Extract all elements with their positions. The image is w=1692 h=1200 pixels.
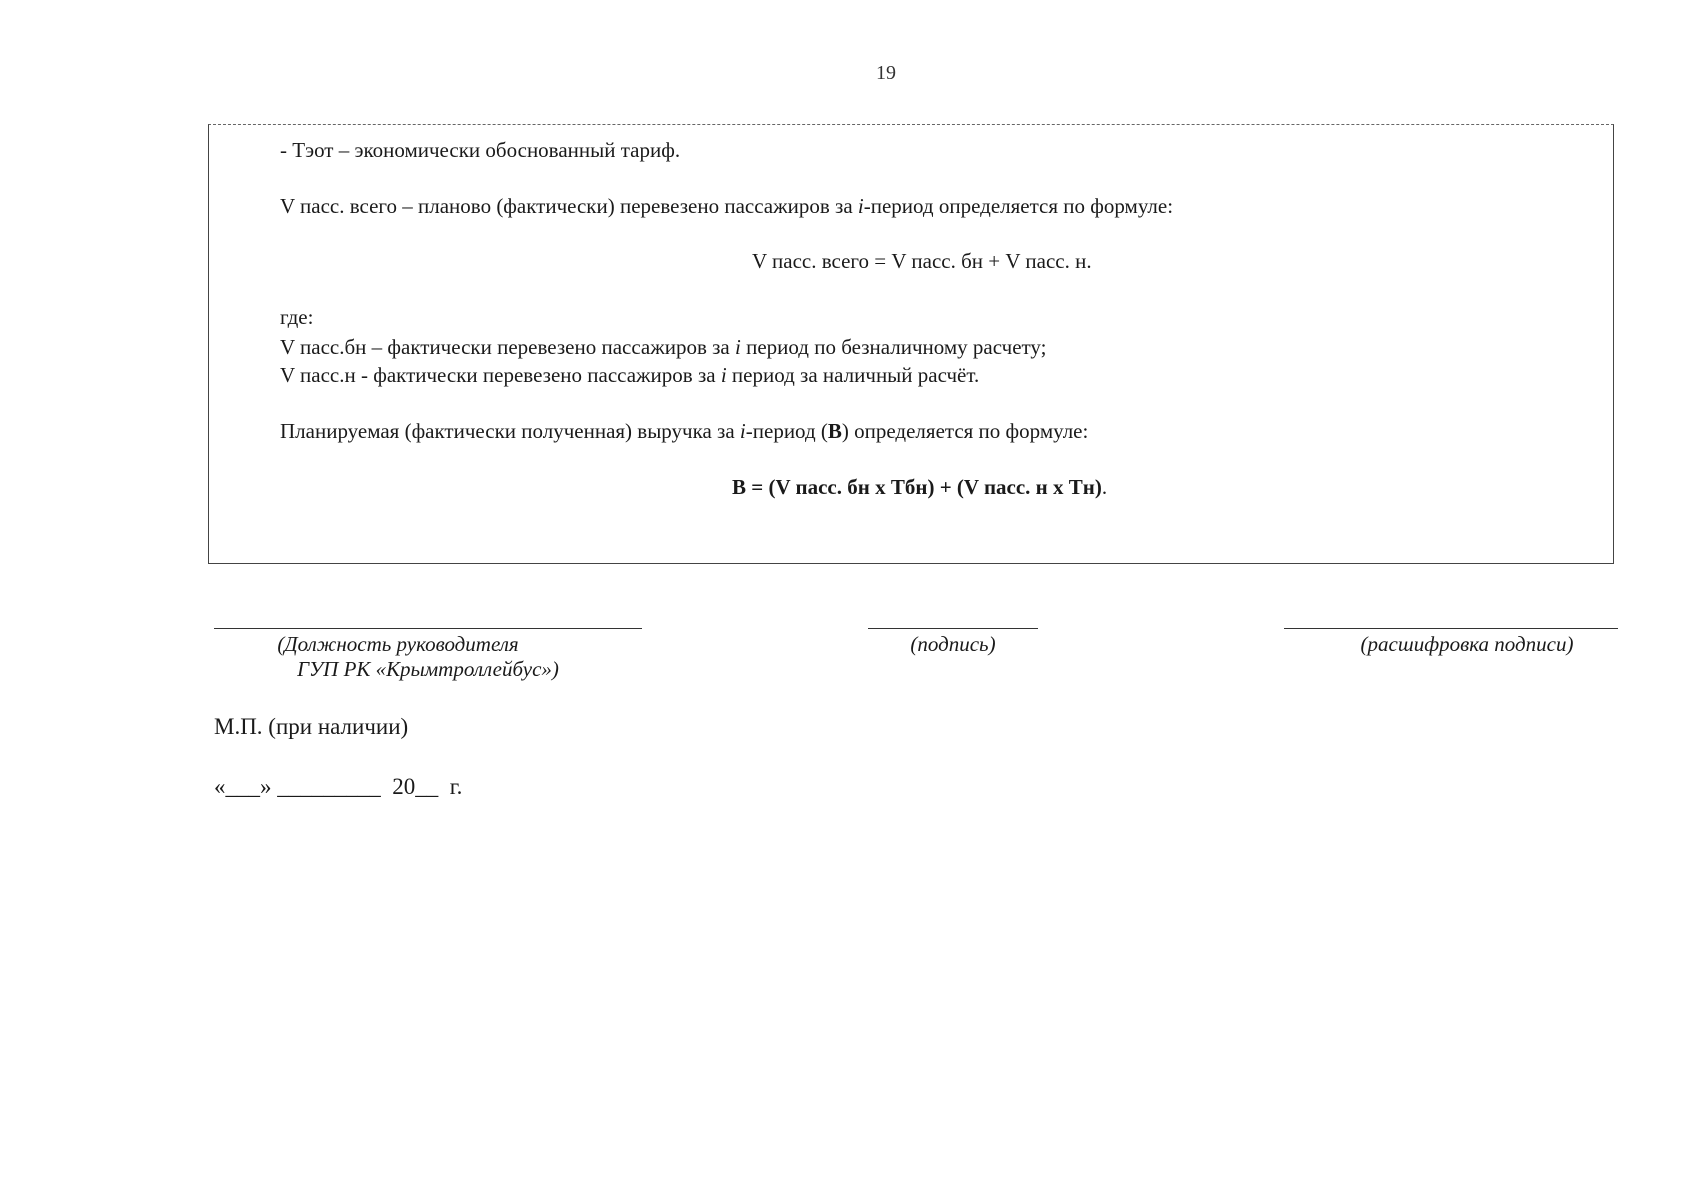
cash-definition — [280, 365, 979, 386]
position-signature-line — [214, 628, 642, 629]
revenue-text-a: Планируемая (фактически полученная) выручка за — [280, 419, 740, 443]
cashless-text-a: V пасс.бн – фактически перевезено пассажиров за — [280, 335, 736, 359]
stamp-label: М.П. (при наличии) — [214, 714, 409, 739]
signature-line — [868, 628, 1038, 629]
position-caption-line2: ГУП РК «Крымтроллейбус») — [297, 657, 559, 682]
page-number: 19 — [876, 62, 896, 84]
passengers-total-definition — [280, 196, 1173, 217]
decoding-signature-line — [1284, 628, 1618, 629]
formula-revenue — [732, 477, 1107, 498]
formula-revenue-body: В = (V пасс. бн х Тбн) + (V пасс. н х Тн) — [732, 475, 1102, 499]
revenue-definition — [280, 421, 1088, 442]
revenue-symbol: В — [827, 419, 842, 443]
signature-caption: (подпись) — [910, 632, 996, 656]
period-index: i — [720, 363, 727, 387]
decoding-caption: (расшифровка подписи) — [1360, 632, 1574, 656]
period-index: i — [857, 194, 864, 218]
formula-passengers-total: V пасс. всего = V пасс. бн + V пасс. н. — [752, 249, 1092, 273]
period-index: i — [739, 419, 746, 443]
tariff-definition-text: - Тэот – экономически обоснованный тариф. — [280, 138, 681, 162]
cashless-text-b: период по безналичному расчету; — [740, 335, 1047, 359]
passengers-total-text-a: V пасс. всего – планово (фактически) перевезено пассажиров за — [280, 194, 858, 218]
revenue-text-c: ) определяется по формуле: — [841, 419, 1089, 443]
period-index: i — [735, 335, 741, 359]
position-caption — [214, 632, 642, 682]
position-caption-line1: (Должность руководителя — [277, 632, 519, 656]
cash-text-b: период за наличный расчёт. — [726, 363, 980, 387]
date-line: «___» _________ 20__ г. — [214, 774, 463, 799]
where-label: где: — [280, 305, 314, 329]
tariff-definition — [280, 140, 680, 161]
cashless-definition — [280, 337, 1046, 358]
cash-text-a: V пасс.н - фактически перевезено пассажиров за — [280, 363, 721, 387]
passengers-total-text-b: -период определяется по формуле: — [863, 194, 1174, 218]
revenue-text-b: -период ( — [745, 419, 828, 443]
formula-revenue-end: . — [1101, 475, 1108, 499]
